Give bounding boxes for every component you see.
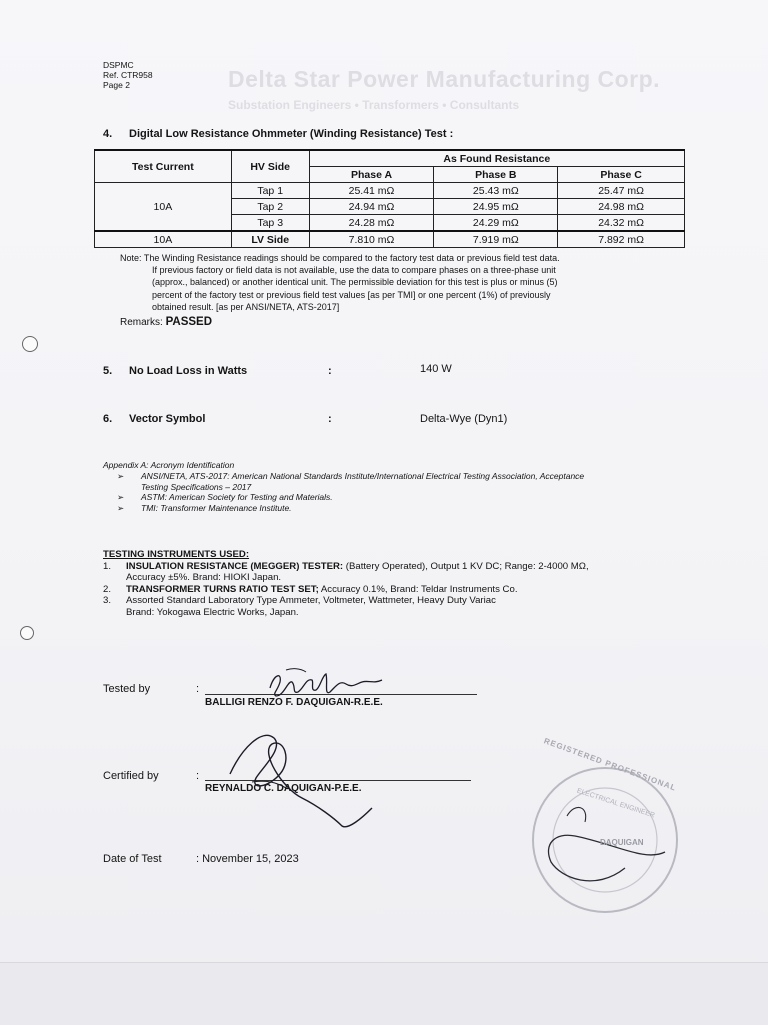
stamp-middle-text: ELECTRICAL ENGINEER xyxy=(575,787,656,820)
punch-hole-mark xyxy=(22,336,38,352)
instrument-detail: (Battery Operated), Output 1 KV DC; Range: 2-4000 MΩ, xyxy=(343,560,589,572)
item-number: 3. xyxy=(103,595,112,607)
appendix-title: Appendix A: Acronym Identification xyxy=(103,460,235,470)
phase-a-cell: 24.28 mΩ xyxy=(309,215,434,232)
hv-test-current-cell: 10A xyxy=(95,183,232,232)
instrument-detail: Accuracy 0.1%, Brand: Teldar Instruments Co. xyxy=(318,583,518,595)
header-as-found-resistance: As Found Resistance xyxy=(309,150,684,167)
section-6-title xyxy=(103,413,205,425)
remarks-label: Remarks: xyxy=(120,317,163,328)
table-row xyxy=(95,231,685,248)
scan-bottom-margin xyxy=(0,962,768,1025)
certified-by-colon: : xyxy=(196,770,200,782)
list-item xyxy=(103,584,683,596)
phase-a-cell: 24.94 mΩ xyxy=(309,199,434,215)
arrow-bullet-icon: ➢ xyxy=(117,470,125,481)
phase-a-cell: 7.810 mΩ xyxy=(309,231,434,248)
note-line: Note: The Winding Resistance readings should be compared to the factory test data or previous field test data. xyxy=(120,253,560,263)
note-line: (approx., balanced) or another identical unit. The permissible deviation for this test is plus or minus (5) xyxy=(152,277,558,288)
section-title-text: No Load Loss in Watts xyxy=(129,365,248,377)
tap-cell: Tap 3 xyxy=(231,215,309,232)
winding-resistance-note xyxy=(120,252,685,313)
note-line: If previous factory or field data is not available, use the data to compare phases on a three-phase unit xyxy=(152,265,556,276)
section-number: 5. xyxy=(103,365,113,377)
remarks xyxy=(120,316,212,328)
list-item xyxy=(103,471,683,493)
phase-b-cell: 25.43 mΩ xyxy=(434,183,558,199)
watermark-company: Delta Star Power Manufacturing Corp. xyxy=(228,66,661,92)
header-line: Page 2 xyxy=(103,80,130,90)
instrument-detail: Assorted Standard Laboratory Type Ammeter, Voltmeter, Wattmeter, Heavy Duty Variac xyxy=(126,595,496,607)
header-line: Ref. CTR958 xyxy=(103,70,153,80)
instrument-name: INSULATION RESISTANCE (MEGGER) TESTER: xyxy=(126,560,344,572)
stamp-outer-text: REGISTERED PROFESSIONAL xyxy=(542,736,678,793)
testing-instruments xyxy=(103,549,683,619)
certified-by-label: Certified by xyxy=(103,770,159,782)
list-item xyxy=(103,503,683,514)
tested-by-label: Tested by xyxy=(103,683,151,695)
section-number: 4. xyxy=(103,128,113,140)
section-number: 6. xyxy=(103,413,113,425)
winding-resistance-table xyxy=(94,149,685,248)
section-5-title xyxy=(103,365,247,377)
no-load-loss-value: 140 W xyxy=(420,363,452,375)
watermark-tagline: Substation Engineers • Transformers • Consultants xyxy=(228,98,520,112)
tap-cell: Tap 2 xyxy=(231,199,309,215)
header-line: DSPMC xyxy=(103,60,134,70)
tap-cell: Tap 1 xyxy=(231,183,309,199)
header-phase-c: Phase C xyxy=(558,167,685,183)
header-test-current: Test Current xyxy=(95,150,232,183)
section-6-colon: : xyxy=(328,413,332,425)
date-of-test-value: : November 15, 2023 xyxy=(196,853,299,865)
phase-b-cell: 7.919 mΩ xyxy=(434,231,558,248)
lv-side-cell: LV Side xyxy=(231,231,309,248)
instrument-name: TRANSFORMER TURNS RATIO TEST SET; xyxy=(126,583,319,595)
tested-by-name: BALLIGI RENZO F. DAQUIGAN-R.E.E. xyxy=(205,697,383,708)
instruments-heading: TESTING INSTRUMENTS USED: xyxy=(103,549,250,560)
phase-c-cell: 24.32 mΩ xyxy=(558,215,685,232)
phase-a-cell: 25.41 mΩ xyxy=(309,183,434,199)
header-phase-b: Phase B xyxy=(434,167,558,183)
list-item xyxy=(103,492,683,503)
stamp-name: DAQUIGAN xyxy=(600,838,644,847)
list-item xyxy=(103,561,683,584)
item-number: 1. xyxy=(103,560,112,572)
tested-by-signature-icon xyxy=(262,666,392,704)
phase-c-cell: 25.47 mΩ xyxy=(558,183,685,199)
instrument-detail-line2: Brand: Yokogawa Electric Works, Japan. xyxy=(126,606,299,618)
instrument-detail-line2: Accuracy ±5%. Brand: HIOKI Japan. xyxy=(126,572,282,584)
phase-c-cell: 7.892 mΩ xyxy=(558,231,685,248)
table-row xyxy=(95,183,685,199)
vector-symbol-value: Delta-Wye (Dyn1) xyxy=(420,413,508,425)
phase-b-cell: 24.95 mΩ xyxy=(434,199,558,215)
phase-c-cell: 24.98 mΩ xyxy=(558,199,685,215)
note-line: obtained result. [as per ANSI/NETA, ATS-2017] xyxy=(152,301,340,312)
appendix-item-text: Testing Specifications – 2017 xyxy=(141,481,252,492)
arrow-bullet-icon: ➢ xyxy=(117,503,125,514)
tested-by-colon: : xyxy=(196,683,200,695)
certified-by-signature-icon xyxy=(222,718,382,833)
lv-test-current-cell: 10A xyxy=(95,231,232,248)
document-ref-header xyxy=(103,60,153,90)
section-title-text: Digital Low Resistance Ohmmeter (Winding Resistance) Test : xyxy=(129,128,454,140)
certified-by-name: REYNALDO C. DAQUIGAN-P.E.E. xyxy=(205,783,362,794)
header-phase-a: Phase A xyxy=(309,167,434,183)
phase-b-cell: 24.29 mΩ xyxy=(434,215,558,232)
arrow-bullet-icon: ➢ xyxy=(117,492,125,503)
appendix-acronyms xyxy=(103,460,683,514)
appendix-item-text: TMI: Transformer Maintenance Institute. xyxy=(141,503,292,514)
list-item xyxy=(103,595,683,618)
appendix-item-text: ANSI/NETA, ATS-2017: American National Standards Institute/International Electrical Testing Association, Acceptance xyxy=(141,470,585,481)
section-5-colon: : xyxy=(328,365,332,377)
date-of-test-label: Date of Test xyxy=(103,853,162,865)
section-4-title xyxy=(103,128,453,140)
note-line: percent of the factory test or previous field test values [as per TMI] or one percent (1%) of previously xyxy=(152,289,551,300)
header-hv-side: HV Side xyxy=(231,150,309,183)
section-title-text: Vector Symbol xyxy=(129,413,206,425)
item-number: 2. xyxy=(103,583,112,595)
punch-hole-mark xyxy=(20,626,34,640)
remarks-value: PASSED xyxy=(165,316,213,328)
appendix-item-text: ASTM: American Society for Testing and Materials. xyxy=(141,492,333,503)
